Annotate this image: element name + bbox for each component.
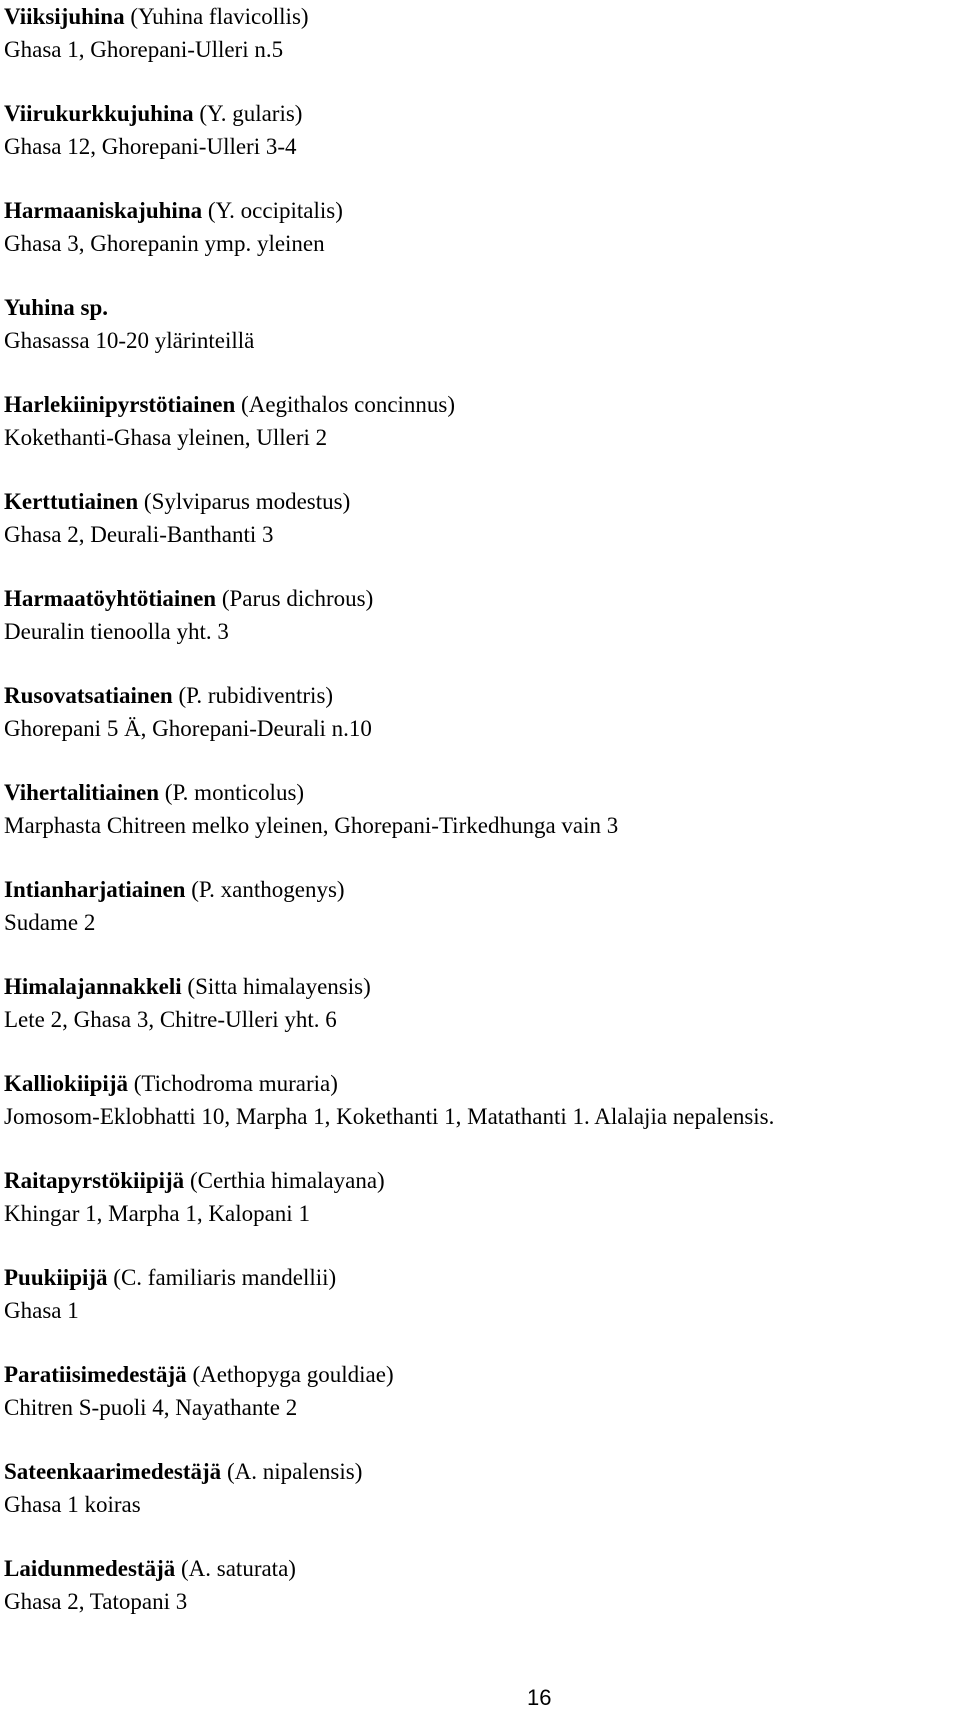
species-heading — [4, 1552, 954, 1585]
species-entry — [4, 388, 954, 454]
species-latin-name: (Sylviparus modestus) — [143, 489, 351, 514]
species-latin-name: (C. familiaris mandellii) — [113, 1265, 337, 1290]
species-name: Yuhina sp. — [4, 295, 109, 320]
species-entry — [4, 1261, 954, 1327]
species-latin-name: (Sitta himalayensis) — [187, 974, 371, 999]
species-entry — [4, 291, 954, 357]
species-heading — [4, 388, 954, 421]
species-entry — [4, 679, 954, 745]
species-latin-name: (Tichodroma muraria) — [133, 1071, 338, 1096]
species-heading — [4, 1067, 954, 1100]
species-name: Intianharjatiainen — [4, 877, 186, 902]
species-observations: Ghasa 1 — [4, 1298, 79, 1323]
species-heading — [4, 873, 954, 906]
species-observations: Ghasa 2, Tatopani 3 — [4, 1589, 188, 1614]
species-latin-name: (Y. occipitalis) — [207, 198, 343, 223]
species-entry — [4, 194, 954, 260]
species-entry — [4, 582, 954, 648]
species-observations: Sudame 2 — [4, 910, 96, 935]
species-entry — [4, 0, 954, 66]
species-entry — [4, 1358, 954, 1424]
species-name: Harlekiinipyrstötiainen — [4, 392, 236, 417]
species-latin-name: (Aegithalos concinnus) — [241, 392, 456, 417]
species-latin-name: (A. nipalensis) — [226, 1459, 363, 1484]
species-name: Sateenkaarimedestäjä — [4, 1459, 222, 1484]
species-heading — [4, 776, 954, 809]
species-heading — [4, 485, 954, 518]
species-entry — [4, 873, 954, 939]
species-name: Kalliokiipijä — [4, 1071, 128, 1096]
species-heading — [4, 291, 954, 324]
species-heading — [4, 1164, 954, 1197]
species-name: Raitapyrstökiipijä — [4, 1168, 185, 1193]
species-latin-name: (Certhia himalayana) — [189, 1168, 385, 1193]
species-latin-name: (P. monticolus) — [164, 780, 305, 805]
species-observations: Marphasta Chitreen melko yleinen, Ghorepani-Tirkedhunga vain 3 — [4, 813, 619, 838]
species-latin-name: (Aethopyga gouldiae) — [192, 1362, 394, 1387]
species-observations: Ghorepani 5 Ä, Ghorepani-Deurali n.10 — [4, 716, 372, 741]
species-heading — [4, 679, 954, 712]
species-observations: Ghasa 1, Ghorepani-Ulleri n.5 — [4, 37, 284, 62]
species-heading — [4, 97, 954, 130]
species-entry — [4, 1164, 954, 1230]
species-name: Rusovatsatiainen — [4, 683, 173, 708]
species-name: Viirukurkkujuhina — [4, 101, 194, 126]
species-observations: Khingar 1, Marpha 1, Kalopani 1 — [4, 1201, 310, 1226]
species-name: Puukiipijä — [4, 1265, 108, 1290]
species-entry — [4, 1552, 954, 1618]
species-latin-name: (Parus dichrous) — [221, 586, 374, 611]
species-observations: Jomosom-Eklobhatti 10, Marpha 1, Kokethanti 1, Matathanti 1. Alalajia nepalensis. — [4, 1104, 775, 1129]
species-entry — [4, 970, 954, 1036]
species-observations: Deuralin tienoolla yht. 3 — [4, 619, 229, 644]
species-observations: Ghasa 2, Deurali-Banthanti 3 — [4, 522, 274, 547]
species-heading — [4, 582, 954, 615]
species-latin-name: (P. xanthogenys) — [191, 877, 345, 902]
species-name: Viiksijuhina — [4, 4, 125, 29]
species-heading — [4, 1261, 954, 1294]
species-observations: Ghasa 1 koiras — [4, 1492, 141, 1517]
species-heading — [4, 1358, 954, 1391]
species-latin-name: (Y. gularis) — [199, 101, 303, 126]
species-observations: Ghasassa 10-20 ylärinteillä — [4, 328, 255, 353]
species-name: Kerttutiainen — [4, 489, 139, 514]
species-entry — [4, 1067, 954, 1133]
species-entry — [4, 485, 954, 551]
species-entry — [4, 97, 954, 163]
species-name: Harmaaniskajuhina — [4, 198, 203, 223]
species-observations: Ghasa 12, Ghorepani-Ulleri 3-4 — [4, 134, 297, 159]
species-list — [4, 0, 954, 1649]
species-observations: Chitren S-puoli 4, Nayathante 2 — [4, 1395, 298, 1420]
species-name: Paratiisimedestäjä — [4, 1362, 187, 1387]
species-observations: Lete 2, Ghasa 3, Chitre-Ulleri yht. 6 — [4, 1007, 337, 1032]
species-heading — [4, 1455, 954, 1488]
species-observations: Ghasa 3, Ghorepanin ymp. yleinen — [4, 231, 325, 256]
species-heading — [4, 970, 954, 1003]
species-name: Laidunmedestäjä — [4, 1556, 176, 1581]
species-entry — [4, 776, 954, 842]
species-latin-name: (Yuhina flavicollis) — [130, 4, 309, 29]
species-entry — [4, 1455, 954, 1521]
species-latin-name: (P. rubidiventris) — [178, 683, 334, 708]
species-name: Himalajannakkeli — [4, 974, 182, 999]
species-name: Harmaatöyhtötiainen — [4, 586, 217, 611]
species-heading — [4, 194, 954, 227]
page-number: 16 — [527, 1685, 552, 1710]
species-observations: Kokethanti-Ghasa yleinen, Ulleri 2 — [4, 425, 328, 450]
species-latin-name: (A. saturata) — [181, 1556, 296, 1581]
species-heading — [4, 0, 954, 33]
species-name: Vihertalitiainen — [4, 780, 160, 805]
